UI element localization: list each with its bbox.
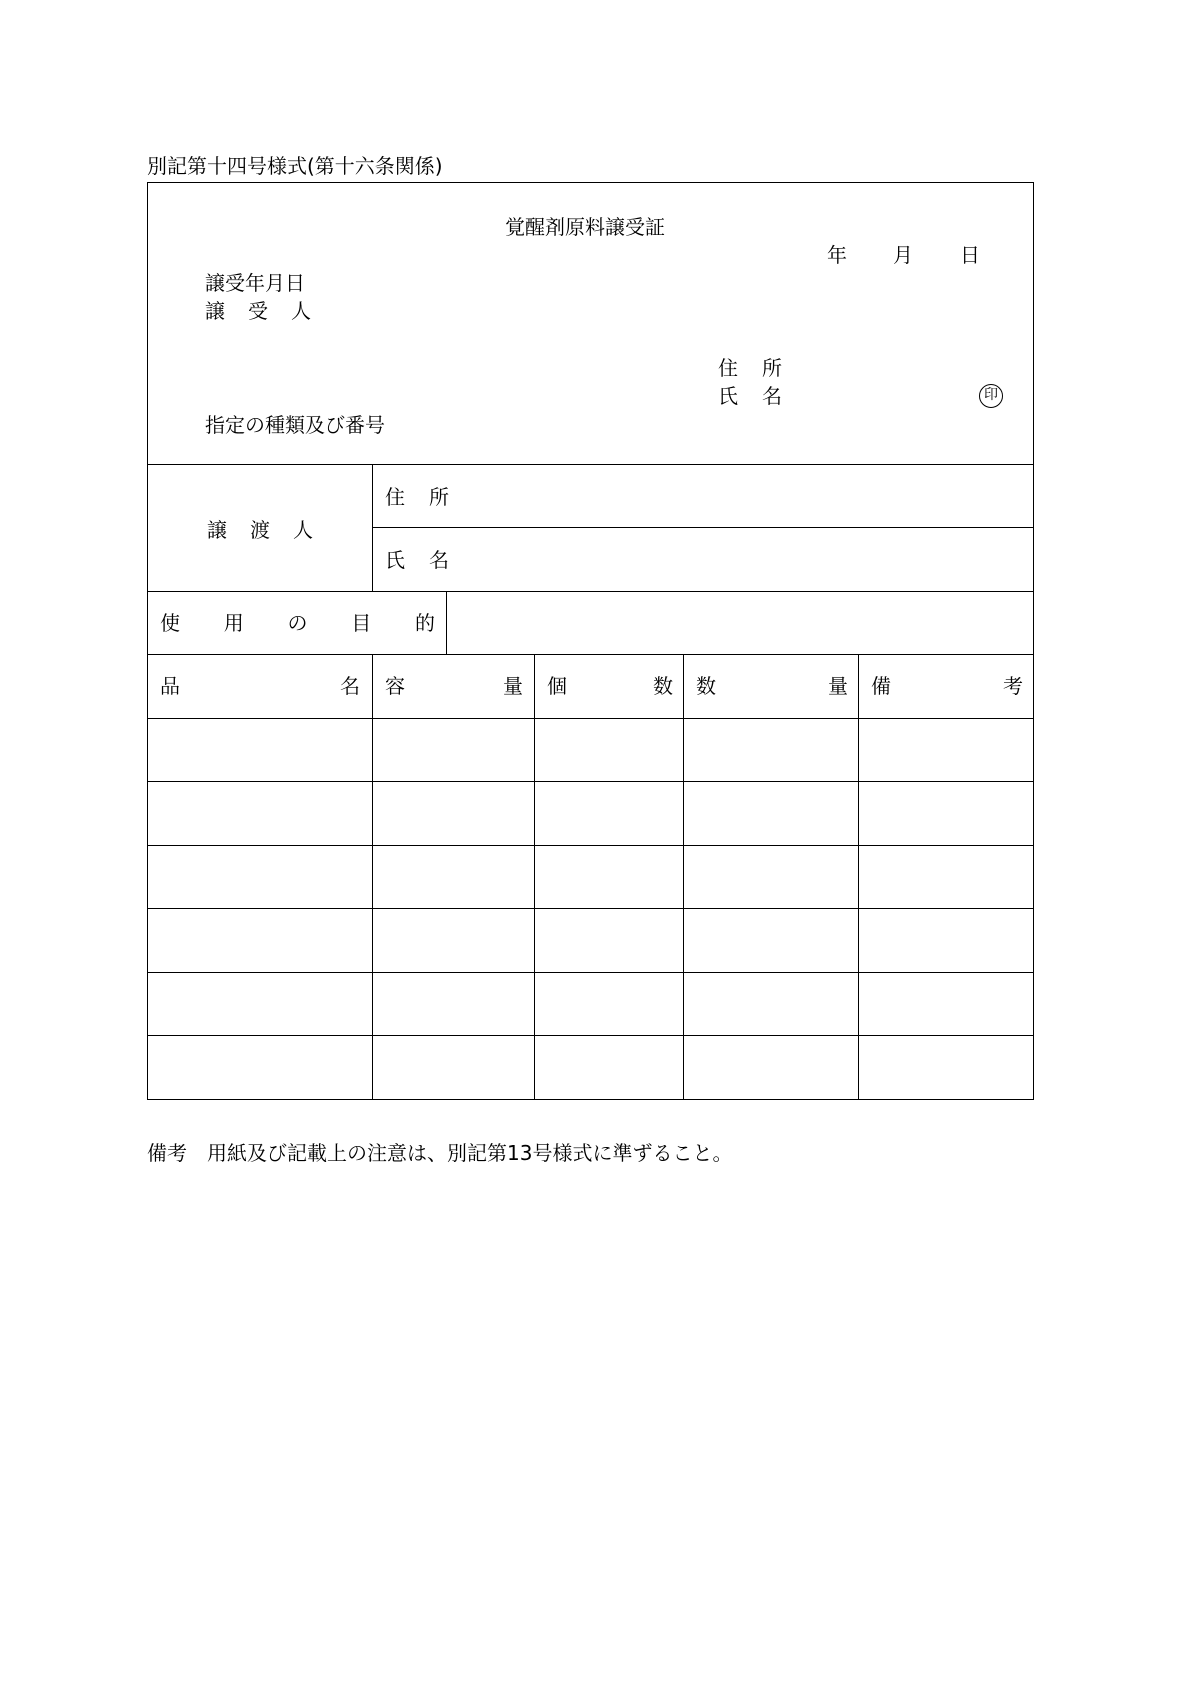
cell-capacity[interactable] <box>376 976 530 1032</box>
purpose-label-char: の <box>287 611 308 635</box>
date-month-label: 月 <box>893 243 913 267</box>
cell-remarks[interactable] <box>862 976 1030 1032</box>
transferor-label-char: 譲 <box>207 518 227 542</box>
table-column-divider <box>858 654 859 1100</box>
cell-count[interactable] <box>538 976 679 1032</box>
header-capacity <box>385 676 523 696</box>
header-char: 名 <box>340 674 360 698</box>
cell-product-name[interactable] <box>151 913 368 969</box>
purpose-label-char: 使 <box>160 611 180 635</box>
table-row-divider <box>147 1035 1034 1036</box>
header-char: 容 <box>385 674 405 698</box>
name-label-char: 氏 <box>385 548 405 572</box>
date-year-label: 年 <box>827 243 847 267</box>
receipt-date-label: 譲受年月日 <box>205 271 305 295</box>
section-divider <box>147 591 1034 592</box>
table-column-divider <box>683 654 684 1100</box>
address-label-char: 所 <box>429 485 449 509</box>
table-row-divider <box>147 845 1034 846</box>
cell-quantity[interactable] <box>687 913 854 969</box>
cell-count[interactable] <box>538 722 679 778</box>
cell-quantity[interactable] <box>687 786 854 842</box>
purpose-label-char: 目 <box>351 611 372 635</box>
cell-capacity[interactable] <box>376 722 530 778</box>
transferor-label-char: 渡 <box>250 518 270 542</box>
header-product-name <box>160 676 360 696</box>
name-label-char: 名 <box>762 384 782 408</box>
table-row-divider <box>147 972 1034 973</box>
purpose-field[interactable] <box>450 595 1030 650</box>
seal-mark: 印 <box>979 384 1003 408</box>
cell-capacity[interactable] <box>376 913 530 969</box>
transferor-address-field[interactable] <box>480 476 1020 516</box>
cell-capacity[interactable] <box>376 849 530 905</box>
table-column-divider <box>372 654 373 1100</box>
cell-product-name[interactable] <box>151 786 368 842</box>
header-char: 備 <box>871 674 891 698</box>
cell-remarks[interactable] <box>862 786 1030 842</box>
cell-remarks[interactable] <box>862 849 1030 905</box>
table-column-divider <box>534 654 535 1100</box>
cell-remarks[interactable] <box>862 913 1030 969</box>
header-char: 量 <box>828 674 848 698</box>
section-divider <box>147 464 1034 465</box>
transferee-label-char: 譲 <box>205 299 225 323</box>
name-label-char: 氏 <box>718 384 738 408</box>
cell-remarks[interactable] <box>862 722 1030 778</box>
name-label-char: 名 <box>429 548 449 572</box>
header-char: 品 <box>160 674 180 698</box>
cell-product-name[interactable] <box>151 722 368 778</box>
document-title: 覚醒剤原料譲受証 <box>505 215 665 239</box>
cell-quantity[interactable] <box>687 976 854 1032</box>
header-char: 考 <box>1003 674 1023 698</box>
address-label-char: 住 <box>718 356 738 380</box>
cell-product-name[interactable] <box>151 976 368 1032</box>
purpose-label-char: 的 <box>415 611 435 635</box>
table-header-divider <box>147 718 1034 719</box>
cell-capacity[interactable] <box>376 786 530 842</box>
footnote: 備考 用紙及び記載上の注意は、別記第13号様式に準ずること。 <box>147 1141 733 1165</box>
address-label-char: 住 <box>385 485 405 509</box>
header-char: 数 <box>653 674 673 698</box>
cell-count[interactable] <box>538 1040 679 1096</box>
cell-product-name[interactable] <box>151 1040 368 1096</box>
transferor-column-divider <box>372 464 373 591</box>
header-char: 量 <box>503 674 523 698</box>
section-divider <box>147 654 1034 655</box>
cell-quantity[interactable] <box>687 1040 854 1096</box>
cell-remarks[interactable] <box>862 1040 1030 1096</box>
transferor-label <box>207 520 313 540</box>
header-char: 数 <box>696 674 716 698</box>
transferor-name-label <box>385 550 449 570</box>
purpose-column-divider <box>446 591 447 654</box>
designation-label: 指定の種類及び番号 <box>205 413 385 437</box>
transferee-label-char: 受 <box>248 299 268 323</box>
header-count <box>547 676 673 696</box>
cell-count[interactable] <box>538 849 679 905</box>
cell-product-name[interactable] <box>151 849 368 905</box>
transferor-name-field[interactable] <box>480 540 1020 580</box>
header-char: 個 <box>547 674 567 698</box>
form-caption: 別記第十四号様式(第十六条関係) <box>147 154 443 178</box>
cell-quantity[interactable] <box>687 722 854 778</box>
header-quantity <box>696 676 848 696</box>
header-remarks <box>871 676 1023 696</box>
cell-capacity[interactable] <box>376 1040 530 1096</box>
address-label-char: 所 <box>762 356 782 380</box>
cell-count[interactable] <box>538 913 679 969</box>
cell-count[interactable] <box>538 786 679 842</box>
cell-quantity[interactable] <box>687 849 854 905</box>
transferor-label-char: 人 <box>293 518 313 542</box>
transferee-name-label <box>718 386 782 406</box>
transferee-label-char: 人 <box>291 299 311 323</box>
date-day-label: 日 <box>960 243 980 267</box>
transferor-address-label <box>385 487 449 507</box>
table-row-divider <box>147 781 1034 782</box>
transferee-address-label <box>718 358 782 378</box>
purpose-label <box>160 613 435 633</box>
table-row-divider <box>147 908 1034 909</box>
purpose-label-char: 用 <box>223 611 244 635</box>
transferee-label <box>205 301 311 321</box>
row-divider <box>372 527 1034 528</box>
